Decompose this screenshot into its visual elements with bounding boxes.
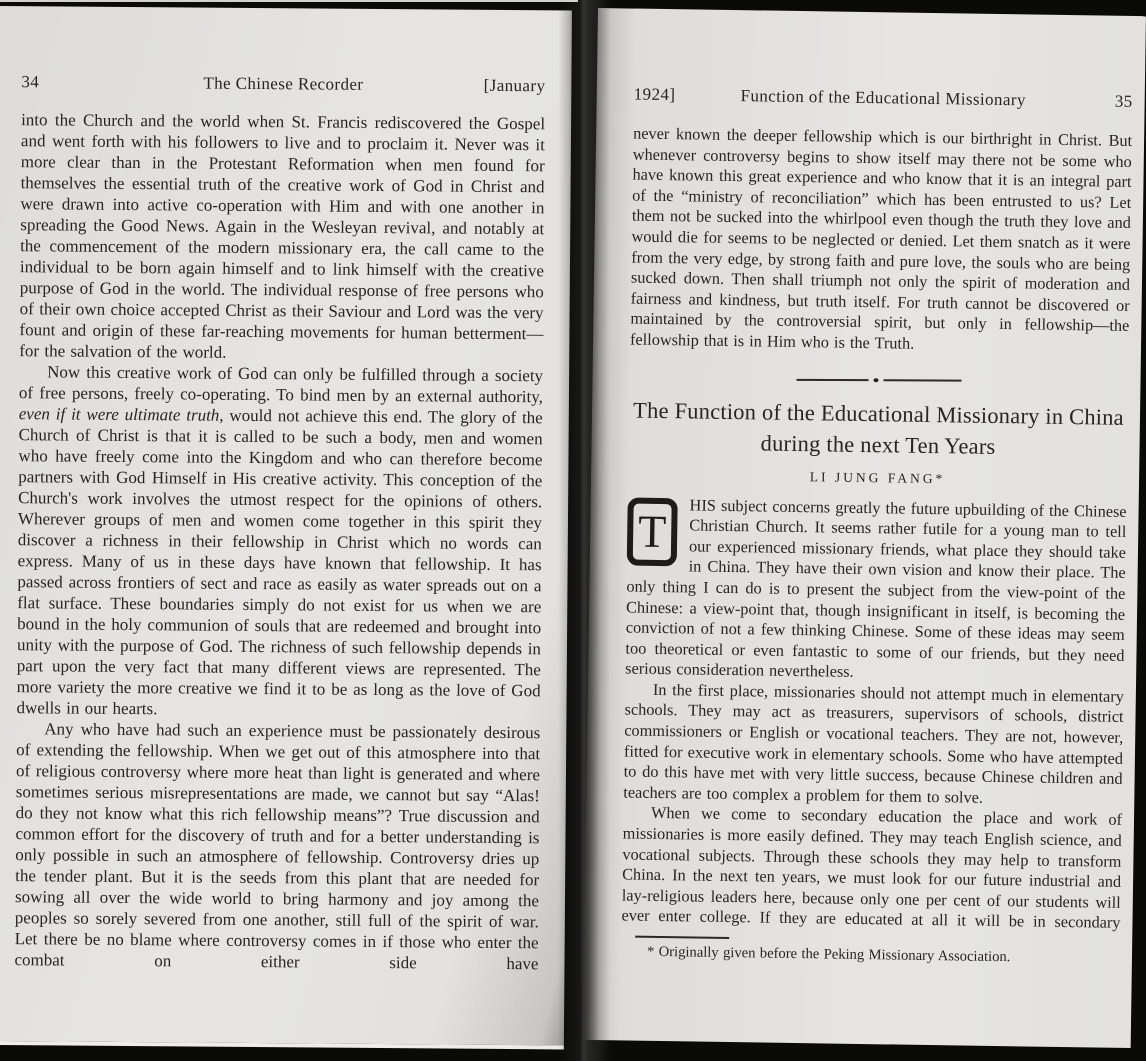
divider-line-left: [797, 378, 869, 380]
footnote-rule: [635, 936, 729, 939]
book-spine-gutter: [558, 0, 610, 1061]
left-page: [0, 6, 572, 1049]
right-running-header: [634, 85, 1133, 112]
article-title-line1: The Function of the Educational Missionary in China: [632, 397, 1125, 430]
left-page-number: 34: [21, 72, 40, 92]
divider-line-right: [884, 379, 962, 381]
left-header-title: The Chinese Recorder: [203, 73, 364, 94]
paragraph: [16, 361, 543, 722]
paragraph-text: HIS subject concerns greatly the future upbuilding of the Chinese Christian Church. It seems rather futile for a young man to tell our experienced missionary friends, what place they should take in China. They have their own vision and know their place. The only thing I can do is to present the subject from the view-point of the Chinese: a view-point that, though insignificant in itself, is becoming the conviction of not a few thinking Chinese. Some of these ideas may seem too theoretical or even fantastic to some of our friends, but they need serious consideration nevertheless.: [625, 494, 1127, 682]
drop-cap-box: [627, 497, 678, 566]
paragraph-text: would not achieve this end. The glory of the Church of Christ is that it is called to be such a body, men and women who have freely come into the Kingdom and who can therefore become partners with God Himself in His creative activity. This conception of the Church's work involves the utmost respect for the opinions of others. Wherever groups of men and women come together in this spirit they discover a richness in their fellowship in Christ which no words can express. Many of us in these days have known that fellowship. It has passed across frontiers of sect and race as easily as water spreads out on a flat surface. These boundaries simply do not exist for us when we are bound in the holy communion of souls that are redeemed and brought into unity with the purpose of God. The richness of such fellowship depends in part upon the very fact that many different views are represented. The more variety the more creative we find it to be as long as the love of God dwells in our hearts.: [16, 405, 543, 719]
footnote-text: * Originally given before the Peking Missionary Association.: [646, 943, 1011, 966]
paragraph: In the first place, missionaries should not attempt much in elementary schools. They may act as treasurers, supervisors of schools, district commissioners or English or vocational teachers. They are not, however, fitted for executive work in elementary schools. Some who have attempted to do this have met with very little success, because Chinese children and teachers are too complex a problem for them to solve.: [623, 679, 1124, 807]
paragraph-continuation: never known the deeper fellowship which is our birthright in Christ. But whenever controversy begins to show itself may there not be some who have known this great experience and who know that it is an integral part of the “ministry of reconciliation” which has been entrusted to us? Let them not be sucked into the whirlpool even though the truth they love and would die for seems to be neglected or denied. Let them snatch as it were from the very edge, by strong faith and pure love, the souls who are being sucked down. Then shall triumph not only the spirit of moderation and fairness and kindness, but truth itself. For truth cannot be discovered or maintained by the controversial spirit, but only in fellowship—the fellowship that is in Him who is the Truth.: [629, 123, 1133, 353]
section-divider-ornament: [630, 377, 1129, 383]
page-top-edge: [0, 0, 578, 2]
paragraph: When we come to secondary education the place and work of missionaries is more easily defined. They may teach English science, and vocational subjects. Through these schools they may help to transform China. In the next ten years, we must look for our future industrial and lay-religious leaders here, because only one per cent of our students will ever enter college. If they are educated at all it will be in secondary: [621, 803, 1123, 933]
divider-dot: [874, 378, 879, 382]
left-running-header: [21, 72, 545, 96]
article-first-paragraph: [625, 494, 1127, 687]
paragraph: Any who have had such an experience must be passionately desirous of extending the fellowship. When we get out of this atmosphere into that of religious controversy where more heat than light is generated and where sometimes serious misrepresentations are made, we cannot but say “Alas! do they not know what this rich fellowship means”? True discussion and common effort for the discovery of truth and for a better understanding is only possible in such an atmosphere of fellowship. Controversy dries up the tender plant. But it is the seeds from this plant that are needed for sowing all over the wide world to bring harmony and joy among the peoples so sorely severed from one another, still full of the spirit of war. Let there be no blame where controversy comes in if those who enter the combat on either side have: [14, 719, 541, 974]
drop-cap-letter: T: [637, 505, 667, 557]
right-page: [583, 8, 1146, 1048]
paragraph-text: Now this creative work of God can only be fulfilled through a society of free persons, freely co-operating. To bind men by an external authority,: [18, 362, 544, 407]
footnote-block: [621, 935, 1120, 968]
right-page-content: [583, 8, 1146, 1048]
left-header-issue: [January: [483, 75, 546, 96]
left-page-content: [0, 6, 572, 1049]
left-body-text: [14, 109, 545, 974]
paragraph-continuation: into the Church and the world when St. Francis rediscovered the Gospel and went forth with his followers to live and to proclaim it. Never was it more clear than in the Protestant Reformation when men found for themselves the essential truth of the creative work of God in Christ and were drawn into active co-operation with Him and with one another in spreading the Good News. Again in the Wesleyan revival, and notably at the commencement of the modern missionary era, the call came to the individual to be born again himself and to link himself with the creative purpose of God in the world. The individual response of free persons who of their own choice accepted Christ as their Saviour and Lord was the very fount and origin of these far-reaching movements for human betterment—for the salvation of the world.: [19, 110, 546, 362]
right-body-text: [621, 124, 1132, 969]
article-title: [628, 394, 1128, 463]
article-author: LI JUNG FANG*: [809, 468, 946, 486]
right-page-number: 35: [1114, 91, 1133, 111]
right-header-year: 1924]: [633, 84, 676, 105]
right-header-title: Function of the Educational Missionary: [740, 86, 1026, 110]
italic-phrase: even if it were ultimate truth,: [18, 404, 224, 425]
article-title-line2: during the next Ten Years: [760, 429, 996, 459]
